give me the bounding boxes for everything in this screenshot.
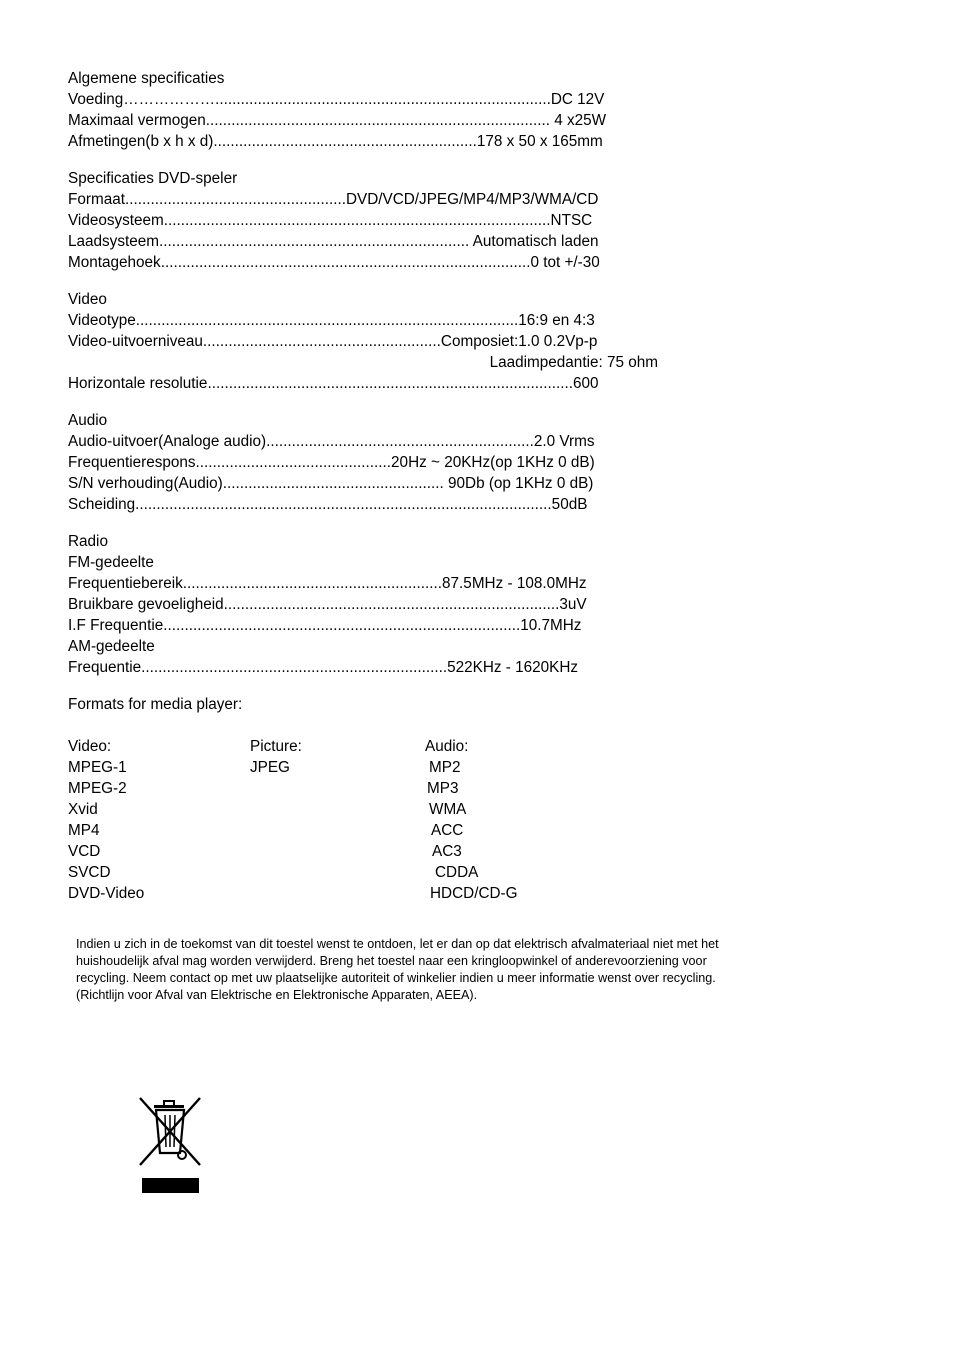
notice-line: huishoudelijk afval mag worden verwijderd. Breng het toestel naar een kringloopwinkel of anderevoorziening voor	[76, 954, 707, 968]
list-item: AC3	[432, 843, 462, 860]
spec-row: Frequentierespons..............................................20Hz ~ 20KHz(op 1KHz 0 dB)	[68, 454, 595, 471]
list-item: VCD	[68, 843, 101, 860]
spec-row: Voeding………………...............................................................................DC 12V	[68, 91, 605, 108]
crossed-out-wheelie-bin-icon	[136, 1095, 204, 1195]
section-heading: Specificaties DVD-speler	[68, 170, 238, 187]
audio-formats-column	[425, 736, 518, 904]
section-radio	[68, 531, 888, 678]
list-item: MPEG-2	[68, 780, 127, 797]
section-general	[68, 68, 888, 152]
spec-sheet	[68, 68, 888, 904]
video-formats-column	[68, 736, 144, 904]
list-item: JPEG	[250, 759, 290, 776]
spec-row: Horizontale resolutie......................................................................................600	[68, 375, 599, 392]
column-heading: Audio:	[425, 738, 469, 755]
spec-row: S/N verhouding(Audio).................................................... 90Db (op 1KHz 0 dB)	[68, 475, 594, 492]
spec-row: Formaat....................................................DVD/VCD/JPEG/MP4/MP3/WMA/CD	[68, 191, 599, 208]
list-item: ACC	[431, 822, 464, 839]
spec-row: Bruikbare gevoeligheid...............................................................................3uV	[68, 596, 587, 613]
spec-row: Audio-uitvoer(Analoge audio)...............................................................2.0 Vrms	[68, 433, 595, 450]
spec-row: Video-uitvoerniveau........................................................Composiet:1.0 0.2Vp-p	[68, 333, 598, 350]
list-item: MP4	[68, 822, 100, 839]
section-heading: Radio	[68, 533, 108, 550]
subsection-heading: AM-gedeelte	[68, 638, 155, 655]
list-item: CDDA	[435, 864, 479, 881]
spec-row: Scheiding..................................................................................................50dB	[68, 496, 588, 513]
section-video	[68, 289, 658, 394]
spec-row: Videosysteem...........................................................................................NTSC	[68, 212, 593, 229]
list-item: MP3	[427, 780, 459, 797]
picture-formats-column	[250, 736, 302, 778]
column-heading: Picture:	[250, 738, 302, 755]
list-item: DVD-Video	[68, 885, 145, 902]
column-heading: Video:	[68, 738, 112, 755]
list-item: MP2	[429, 759, 461, 776]
formats-heading: Formats for media player:	[68, 696, 243, 713]
spec-row: Frequentie........................................................................522KHz - 1620KHz	[68, 659, 579, 676]
subsection-heading: FM-gedeelte	[68, 554, 154, 571]
spec-row: Videotype..........................................................................................16:9 en 4:3	[68, 312, 595, 329]
spec-row: Frequentiebereik.............................................................87.5MHz - 108.0MHz	[68, 575, 587, 592]
spec-row: Laadsysteem......................................................................... Automatisch laden	[68, 233, 599, 250]
spec-row: I.F Frequentie....................................................................................10.7MHz	[68, 617, 582, 634]
spec-row: Maximaal vermogen................................................................................. 4 x25W	[68, 112, 607, 129]
spec-row: Montagehoek.......................................................................................0 tot +/-30	[68, 254, 600, 271]
section-heading: Video	[68, 291, 107, 308]
notice-line: Indien u zich in de toekomst van dit toestel wenst te ontdoen, let er dan op dat elektrisch afvalmateriaal niet met het	[76, 937, 719, 951]
section-dvd	[68, 168, 888, 273]
notice-line: recycling. Neem contact op met uw plaatselijke autoriteit of winkelier indien u meer informatie wenst over recycling.	[76, 971, 716, 985]
notice-line: (Richtlijn voor Afval van Elektrische en Elektronische Apparaten, AEEA).	[76, 988, 478, 1002]
list-item: MPEG-1	[68, 759, 127, 776]
spec-row-continuation: Laadimpedantie: 75 ohm	[489, 354, 658, 371]
spec-row: Afmetingen(b x h x d)..............................................................178 x 50 x 165mm	[68, 133, 603, 150]
section-heading: Algemene specificaties	[68, 70, 225, 87]
section-heading: Audio	[68, 412, 108, 429]
list-item: Xvid	[68, 801, 98, 818]
recycling-notice	[76, 936, 846, 1004]
list-item: SVCD	[68, 864, 111, 881]
formats-columns	[68, 736, 888, 904]
list-item: HDCD/CD-G	[430, 885, 518, 902]
section-audio	[68, 410, 888, 515]
list-item: WMA	[429, 801, 467, 818]
